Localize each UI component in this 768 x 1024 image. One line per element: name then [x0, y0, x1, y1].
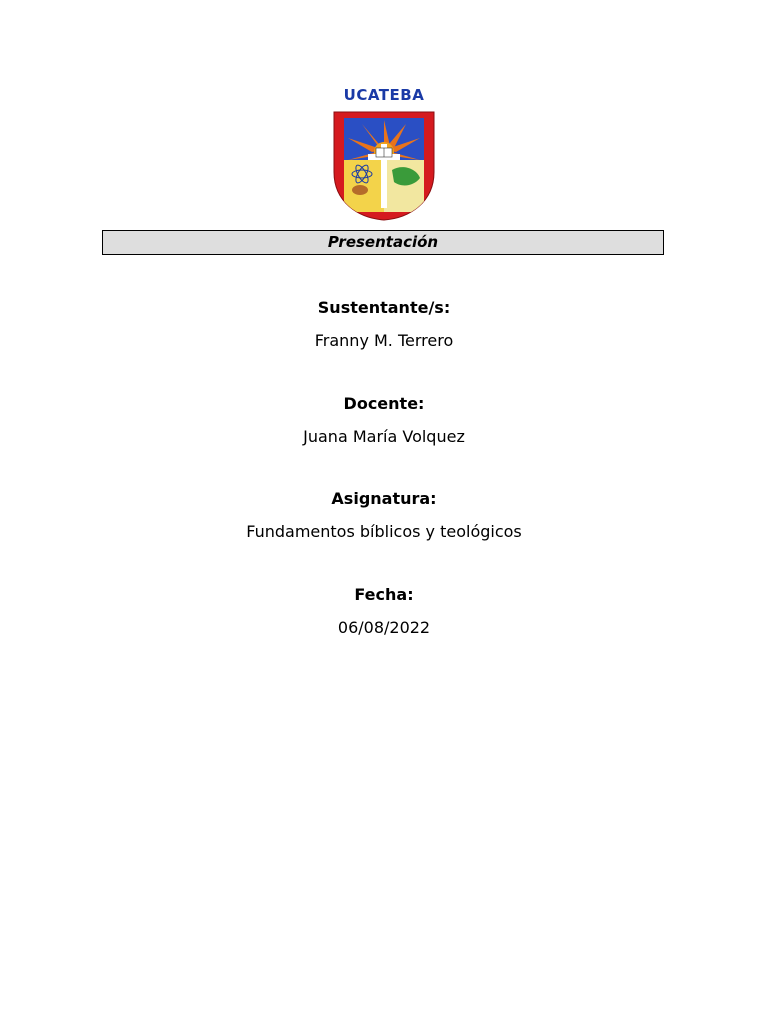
presentation-title-bar — [102, 230, 664, 255]
field-value: Juana María Volquez — [303, 427, 465, 446]
field-sustentante — [0, 297, 768, 352]
crest-icon — [332, 110, 436, 222]
field-value: 06/08/2022 — [337, 618, 431, 637]
field-label: Fecha: — [354, 585, 414, 604]
field-label: Asignatura: — [331, 489, 437, 508]
field-value: Fundamentos bíblicos y teológicos — [246, 522, 522, 541]
field-asignatura — [0, 488, 768, 543]
brand-name: UCATEBA — [343, 86, 425, 104]
presentation-title: Presentación — [327, 233, 439, 251]
field-fecha — [0, 584, 768, 639]
field-label: Sustentante/s: — [317, 298, 451, 317]
university-logo — [324, 86, 444, 222]
field-label: Docente: — [343, 394, 425, 413]
field-value: Franny M. Terrero — [314, 331, 454, 350]
field-docente — [0, 393, 768, 448]
